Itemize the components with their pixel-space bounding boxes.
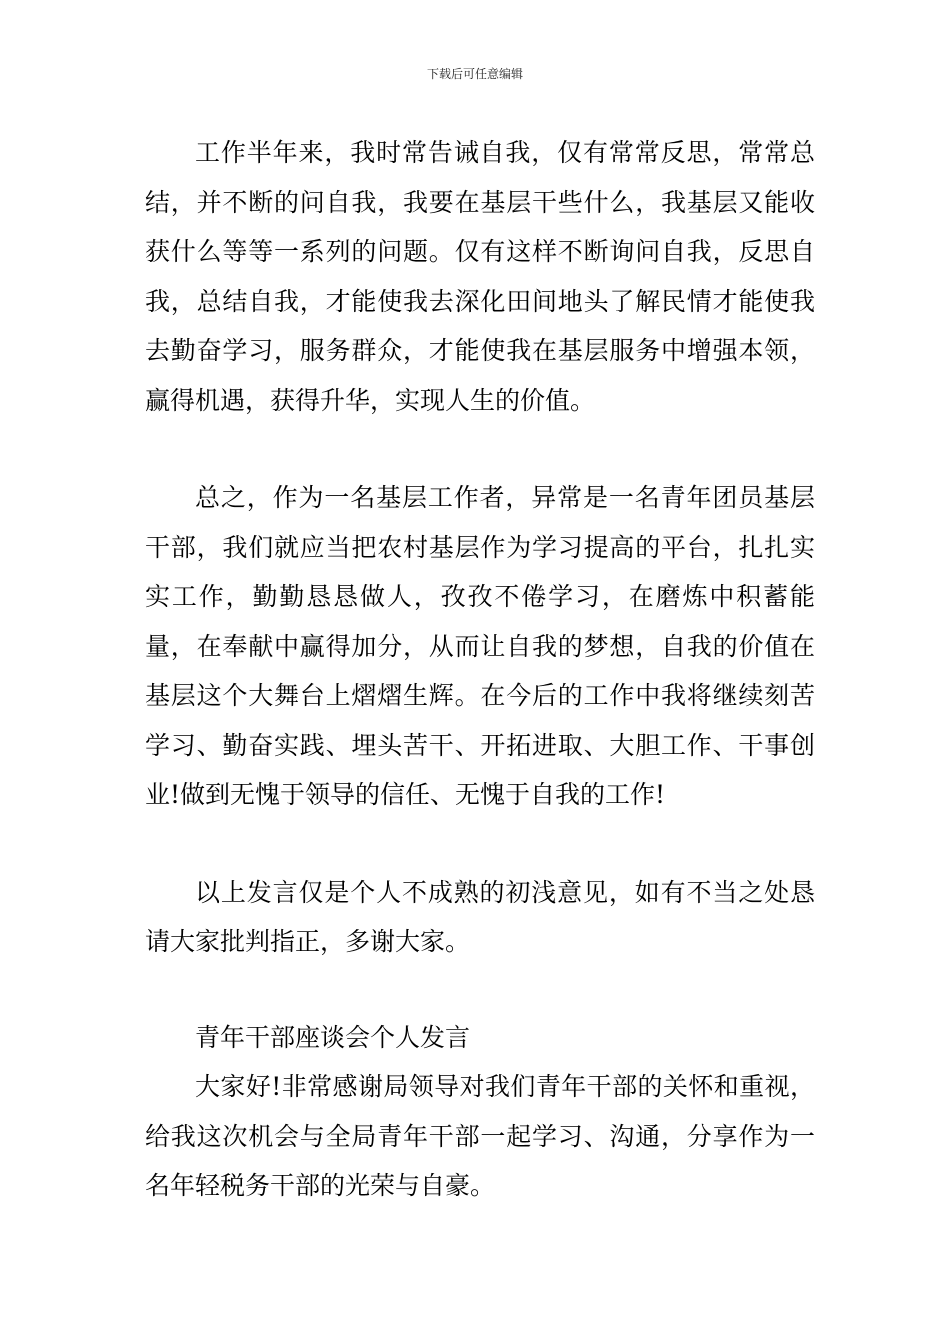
paragraph-reflection: 工作半年来，我时常告诫自我，仅有常常反思，常常总结，并不断的问自我，我要在基层干些什么，我基层又能收获什么等等一系列的问题。仅有这样不断询问自我，反思自我，总结自我，才能使我去深化田间地头了解民情才能使我去勤奋学习，服务群众，才能使我在基层服务中增强本领，赢得机遇，获得升华，实现人生的价值。 — [145, 138, 815, 415]
page-header: 下载后可任意编辑 — [426, 67, 523, 81]
paragraph-greeting: 大家好!非常感谢局领导对我们青年干部的关怀和重视，给我这次机会与全局青年干部一起学习、沟通，分享作为一名年轻税务干部的光荣与自豪。 — [145, 1072, 815, 1200]
section-title: 青年干部座谈会个人发言 — [195, 1022, 471, 1052]
paragraph-summary: 总之，作为一名基层工作者，异常是一名青年团员基层干部，我们就应当把农村基层作为学习提高的平台，扎扎实实工作，勤勤恳恳做人，孜孜不倦学习，在磨炼中积蓄能量，在奉献中赢得加分，从而让自我的梦想，自我的价值在基层这个大舞台上熠熠生辉。在今后的工作中我将继续刻苦学习、勤奋实践、埋头苦干、开拓进取、大胆工作、干事创业!做到无愧于领导的信任、无愧于自我的工作! — [145, 483, 815, 809]
document-body — [145, 128, 815, 1211]
paragraph-closing: 以上发言仅是个人不成熟的初浅意见，如有不当之处恳请大家批判指正，多谢大家。 — [145, 877, 815, 956]
